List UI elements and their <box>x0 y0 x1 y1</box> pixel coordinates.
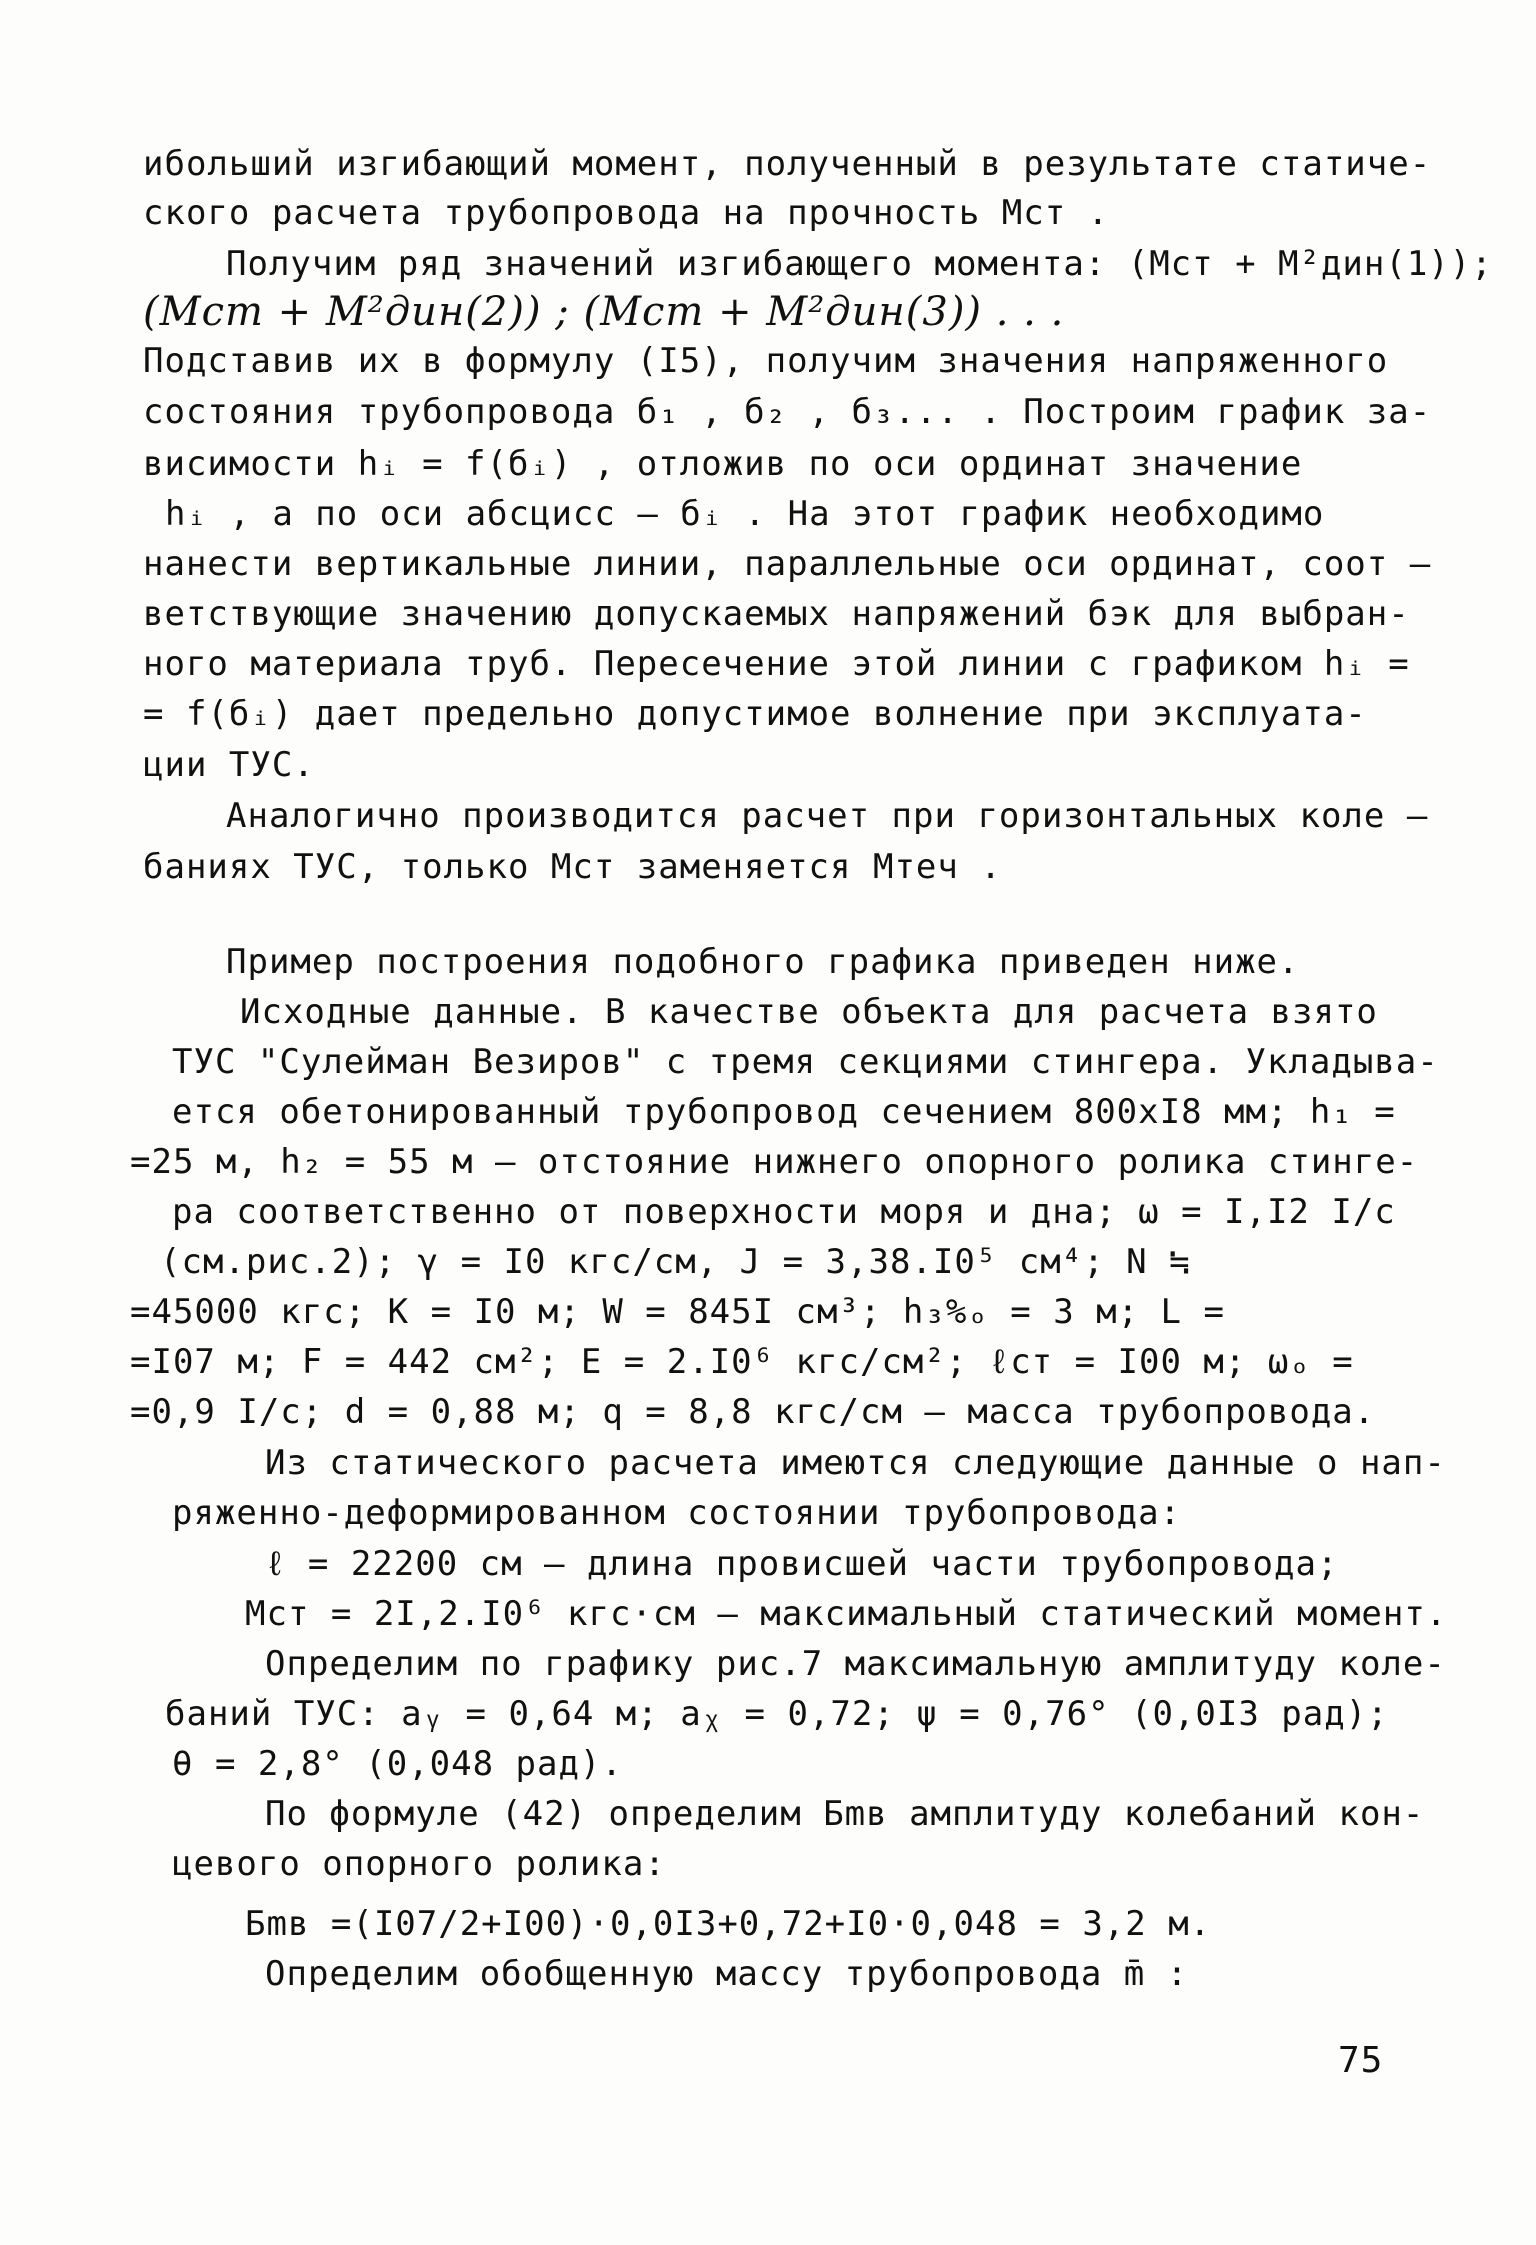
text-line: цевого опорного ролика: <box>172 1844 666 1884</box>
text-line: баний ТУС: aᵧ = 0,64 м; aᵪ = 0,72; ψ = 0,76° (0,0I3 рад); <box>165 1694 1389 1734</box>
text-line: Мст = 2I,2.I0⁶ кгс·см – максимальный статический момент. <box>245 1594 1448 1634</box>
text-line: θ = 2,8° (0,048 рад). <box>172 1744 623 1784</box>
text-line: Пример построения подобного графика приведен ниже. <box>226 942 1300 982</box>
text-line: ветствующие значению допускаемых напряжений бэк для выбран- <box>143 594 1410 634</box>
text-line: Получим ряд значений изгибающего момента: (Мст + М²дин(1)); <box>226 244 1493 284</box>
text-line: =0,9 I/c; d = 0,88 м; q = 8,8 кгс/см – масса трубопровода. <box>130 1392 1376 1432</box>
text-line: ℓ = 22200 см – длина провисшей части трубопровода; <box>265 1544 1339 1584</box>
text-line: =45000 кгс; K = I0 м; W = 845I см³; h₃%ₒ = 3 м; L = <box>130 1292 1225 1332</box>
text-line: висимости hᵢ = f(бᵢ) , отложив по оси ординат значение <box>143 444 1303 484</box>
text-line: ского расчета трубопровода на прочность Мст . <box>143 193 1110 233</box>
text-line: ции ТУС. <box>143 745 315 785</box>
formula-line: Бmв =(I07/2+I00)·0,0I3+0,72+I0·0,048 = 3,2 м. <box>245 1904 1212 1944</box>
text-line: нанести вертикальные линии, параллельные оси ординат, соот – <box>143 544 1432 584</box>
text-line: ется обетонированный трубопровод сечением 800хI8 мм; h₁ = <box>172 1092 1396 1132</box>
text-line: баниях ТУС, только Мст заменяется Мтеч . <box>143 847 1002 887</box>
text-line: Аналогично производится расчет при горизонтальных коле – <box>226 796 1429 836</box>
text-line: состояния трубопровода б₁ , б₂ , б₃... . Построим график за- <box>143 392 1432 432</box>
text-line: ра соответственно от поверхности моря и дна; ω = I,I2 I/c <box>172 1192 1396 1232</box>
text-line: ряженно-деформированном состоянии трубопровода: <box>172 1493 1182 1533</box>
text-line: Исходные данные. В качестве объекта для расчета взято <box>240 992 1378 1032</box>
text-line: ибольший изгибающий момент, полученный в результате статиче- <box>143 144 1432 184</box>
text-line: Определим обобщенную массу трубопровода m̄ : <box>265 1954 1189 1994</box>
text-line: Определим по графику рис.7 максимальную амплитуду коле- <box>265 1644 1446 1684</box>
text-line: =I07 м; F = 442 см²; E = 2.I0⁶ кгс/см²; ℓст = I00 м; ωₒ = <box>130 1342 1354 1382</box>
text-line: По формуле (42) определим Бmв амплитуду колебаний кон- <box>265 1794 1425 1834</box>
page-number: 75 <box>1338 2040 1384 2081</box>
text-line: = f(бᵢ) дает предельно допустимое волнение при эксплуата- <box>143 694 1367 734</box>
text-line: Подставив их в формулу (I5), получим значения напряженного <box>143 341 1389 381</box>
text-line: =25 м, h₂ = 55 м – отстояние нижнего опорного ролика стинге- <box>130 1142 1419 1182</box>
text-line: hᵢ , а по оси абсцисс – бᵢ . На этот график необходимо <box>165 494 1325 534</box>
text-line: ного материала труб. Пересечение этой линии с графиком hᵢ = <box>143 644 1410 684</box>
text-line: (см.рис.2); γ = I0 кгс/см, J = 3,38.I0⁵ см⁴; N ≒ <box>160 1242 1191 1282</box>
text-line: ТУС "Сулейман Везиров" с тремя секциями стингера. Укладыва- <box>172 1042 1439 1082</box>
formula-line: (Мст + М²дин(2)) ; (Мст + М²дин(3)) . . . <box>143 289 1065 335</box>
text-line: Из статического расчета имеются следующие данные о нап- <box>265 1443 1446 1483</box>
